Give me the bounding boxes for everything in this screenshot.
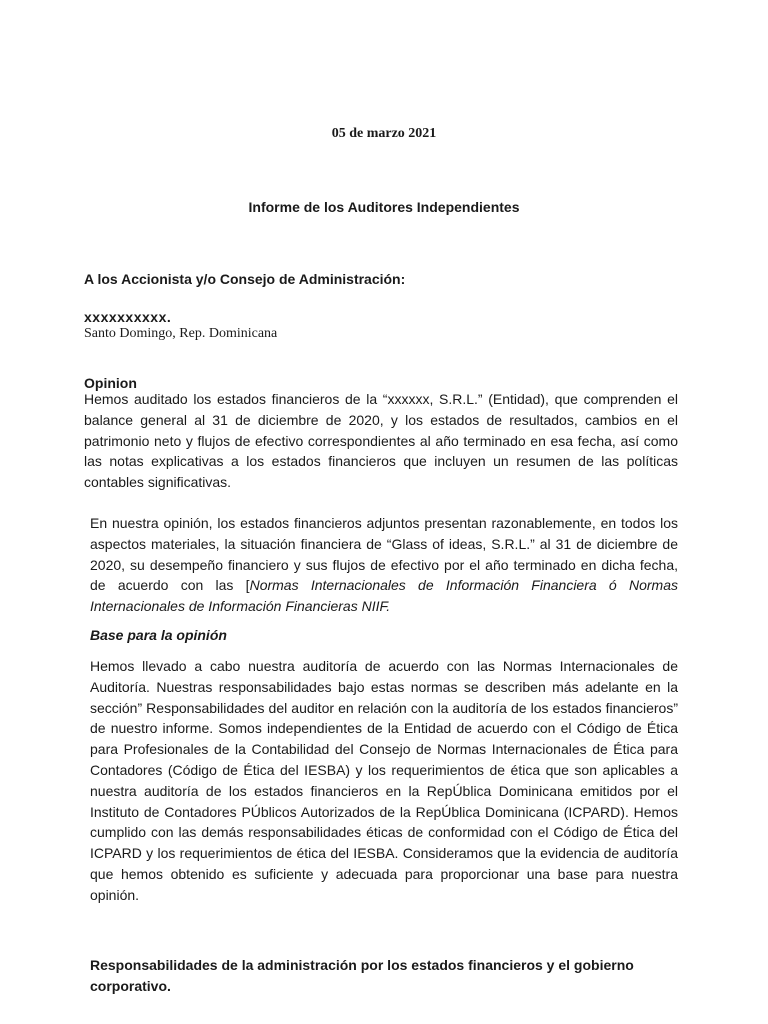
- basis-heading: Base para la opinión: [90, 627, 227, 643]
- entity-name: xxxxxxxxxx.: [84, 309, 172, 325]
- responsibilities-heading: Responsabilidades de la administración por los estados financieros y el gobierno corporativo.: [90, 957, 634, 994]
- basis-paragraph: Hemos llevado a cabo nuestra auditoría de acuerdo con las Normas Internacionales de Auditoría. Nuestras responsabilidades bajo estas normas se describen más adelante en la sección” Responsabilidades del auditor en relación con la auditoría de los estados financieros” de nuestro informe. Somos independientes de la Entidad de acuerdo con el Código de Ética para Profesionales de la Contabilidad del Consejo de Normas Internacionales de Ética para Contadores (Código de Ética del IESBA) y los requerimientos de ética que son aplicables a nuestra auditoría de los estados financieros en la RepÚblica Dominicana emitidos por el Instituto de Contadores PÚblicos Autorizados de la RepÚblica Dominicana (ICPARD). Hemos cumplido con las demás responsabilidades éticas de conformidad con el Código de Ética del ICPARD y los requerimientos de ética del IESBA. Consideramos que la evidencia de auditoría que hemos obtenido es suficiente y adecuada para proporcionar una base para nuestra opinión.: [90, 658, 678, 903]
- opinion-paragraph-2: [90, 513, 678, 617]
- report-date: 05 de marzo 2021: [331, 126, 437, 141]
- entity-location: Santo Domingo, Rep. Dominicana: [84, 326, 278, 341]
- opinion-heading: Opinion: [84, 375, 137, 391]
- salutation: A los Accionista y/o Consejo de Administración:: [84, 271, 406, 287]
- opinion-paragraph-2-text: En nuestra opinión, los estados financieros adjuntos presentan razonablemente, en todos los aspectos materiales, la situación financiera de “Glass of ideas, S.R.L.” al 31 de diciembre de 2020, su desempeño financiero y sus flujos de efectivo por el año terminado en dicha fecha, de acuerdo con las [: [90, 515, 678, 594]
- opinion-paragraph-2-italic: Normas Internacionales de Información Financiera ó Normas Internacionales de Información Financieras NIIF.: [90, 577, 678, 615]
- report-title: Informe de los Auditores Independientes: [248, 199, 520, 215]
- opinion-paragraph-1: Hemos auditado los estados financieros de la “xxxxxx, S.R.L.” (Entidad), que comprenden el balance general al 31 de diciembre de 2020, y los estados de resultados, cambios en el patrimonio neto y flujos de efectivo correspondientes al año terminado en esa fecha, así como las notas explicativas a los estados financieros que incluyen un resumen de las políticas contables significativas.: [84, 391, 678, 491]
